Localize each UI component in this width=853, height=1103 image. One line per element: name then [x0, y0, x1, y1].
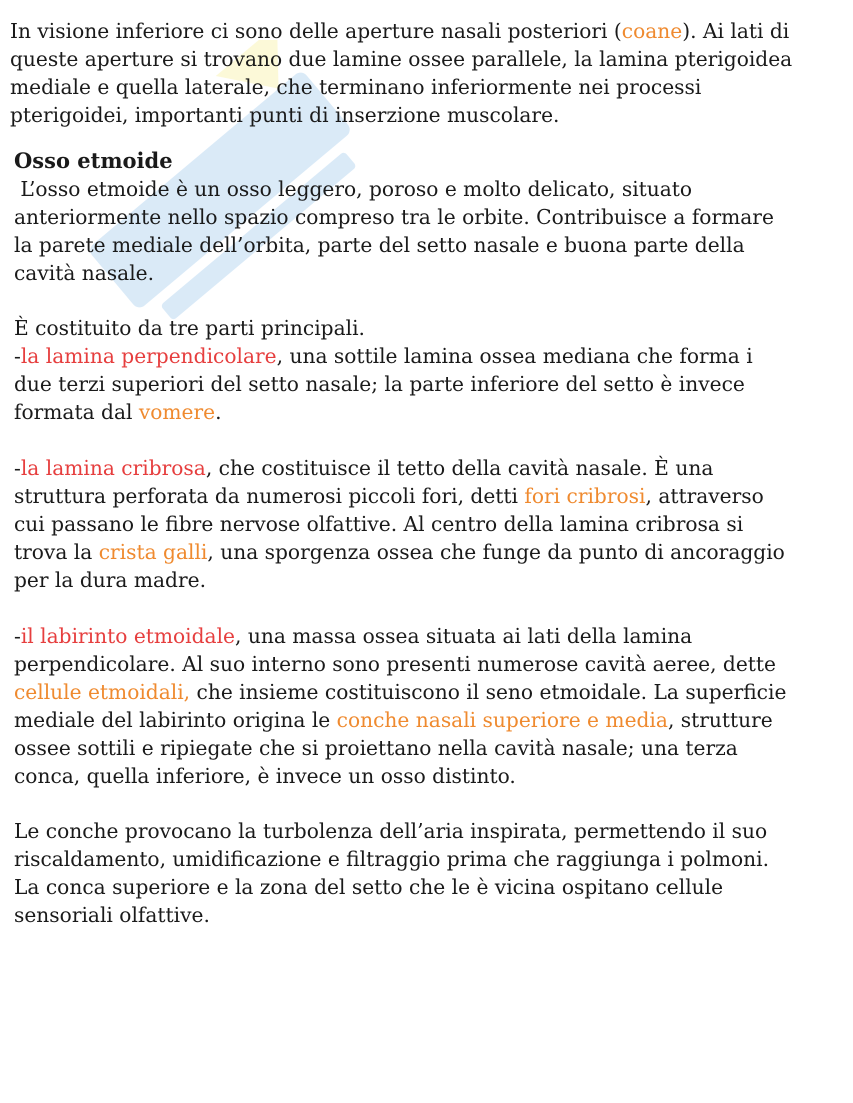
bullet-dash: - — [14, 456, 21, 480]
cribrosa-text: , attraverso — [645, 484, 764, 508]
cribrosa-paragraph — [14, 454, 834, 594]
section-heading: Osso etmoide — [14, 148, 173, 173]
desc-line: L’osso etmoide è un osso leggero, poroso e molto delicato, situato — [14, 177, 693, 201]
term-coane: coane — [621, 19, 683, 43]
intro-paragraph — [10, 17, 840, 129]
labirinto-line: ossee sottili e ripiegate che si proiettano nella cavità nasale; una terza — [14, 736, 738, 760]
term-vomere: vomere — [138, 400, 216, 424]
desc-line: anteriormente nello spazio compreso tra le orbite. Contribuisce a formare — [14, 205, 774, 229]
cribrosa-text: struttura perforata da numerosi piccoli fori, detti — [14, 484, 525, 508]
labirinto-text: mediale del labirinto origina le — [14, 708, 337, 732]
parts-text: . — [215, 400, 222, 424]
term-labirinto-etmoidale: il labirinto etmoidale — [20, 624, 235, 648]
intro-text: In visione inferiore ci sono delle aperture nasali posteriori ( — [10, 19, 622, 43]
intro-text: ). Ai lati di — [682, 19, 790, 43]
intro-line: pterigoidei, importanti punti di inserzione muscolare. — [10, 103, 560, 127]
labirinto-text: , una massa ossea situata ai lati della lamina — [235, 624, 693, 648]
parts-text: , una sottile lamina ossea mediana che forma i — [276, 344, 753, 368]
labirinto-line: perpendicolare. Al suo interno sono presenti numerose cavità aeree, dette — [14, 652, 776, 676]
term-fori-cribrosi: fori cribrosi — [524, 484, 646, 508]
labirinto-paragraph — [14, 622, 844, 790]
desc-line: cavità nasale. — [14, 261, 155, 285]
term-lamina-cribrosa: la lamina cribrosa — [20, 456, 206, 480]
term-lamina-perpendicolare: la lamina perpendicolare — [20, 344, 277, 368]
term-crista-galli: crista galli — [98, 540, 208, 564]
description-paragraph — [14, 175, 834, 287]
cribrosa-line: cui passano le fibre nervose olfattive. Al centro della lamina cribrosa si — [14, 512, 744, 536]
parts-line: È costituito da tre parti principali. — [14, 316, 365, 340]
parts-text: formata dal — [14, 400, 139, 424]
intro-line: mediale e quella laterale, che terminano inferiormente nei processi — [10, 75, 702, 99]
conche-line: sensoriali olfattive. — [14, 903, 210, 927]
conche-line: La conca superiore e la zona del setto che le è vicina ospitano cellule — [14, 875, 724, 899]
parts-paragraph — [14, 314, 834, 426]
labirinto-text: , strutture — [667, 708, 773, 732]
term-conche-nasali: conche nasali superiore e media — [336, 708, 668, 732]
cribrosa-text: , una sporgenza ossea che funge da punto di ancoraggio — [207, 540, 785, 564]
bullet-dash: - — [14, 344, 21, 368]
cribrosa-text: , che costituisce il tetto della cavità nasale. È una — [205, 456, 714, 480]
conche-paragraph — [14, 817, 844, 929]
labirinto-text: che insieme costituiscono il seno etmoidale. La superficie — [190, 680, 787, 704]
cribrosa-line: per la dura madre. — [14, 568, 206, 592]
desc-line: la parete mediale dell’orbita, parte del setto nasale e buona parte della — [14, 233, 745, 257]
conche-line: Le conche provocano la turbolenza dell’aria inspirata, permettendo il suo — [14, 819, 768, 843]
parts-line: due terzi superiori del setto nasale; la parte inferiore del setto è invece — [14, 372, 745, 396]
bullet-dash: - — [14, 624, 21, 648]
labirinto-line: conca, quella inferiore, è invece un osso distinto. — [14, 764, 516, 788]
conche-line: riscaldamento, umidificazione e filtraggio prima che raggiunga i polmoni. — [14, 847, 770, 871]
cribrosa-text: trova la — [14, 540, 99, 564]
term-cellule-etmoidali: cellule etmoidali, — [14, 680, 191, 704]
intro-line: queste aperture si trovano due lamine ossee parallele, la lamina pterigoidea — [10, 47, 793, 71]
